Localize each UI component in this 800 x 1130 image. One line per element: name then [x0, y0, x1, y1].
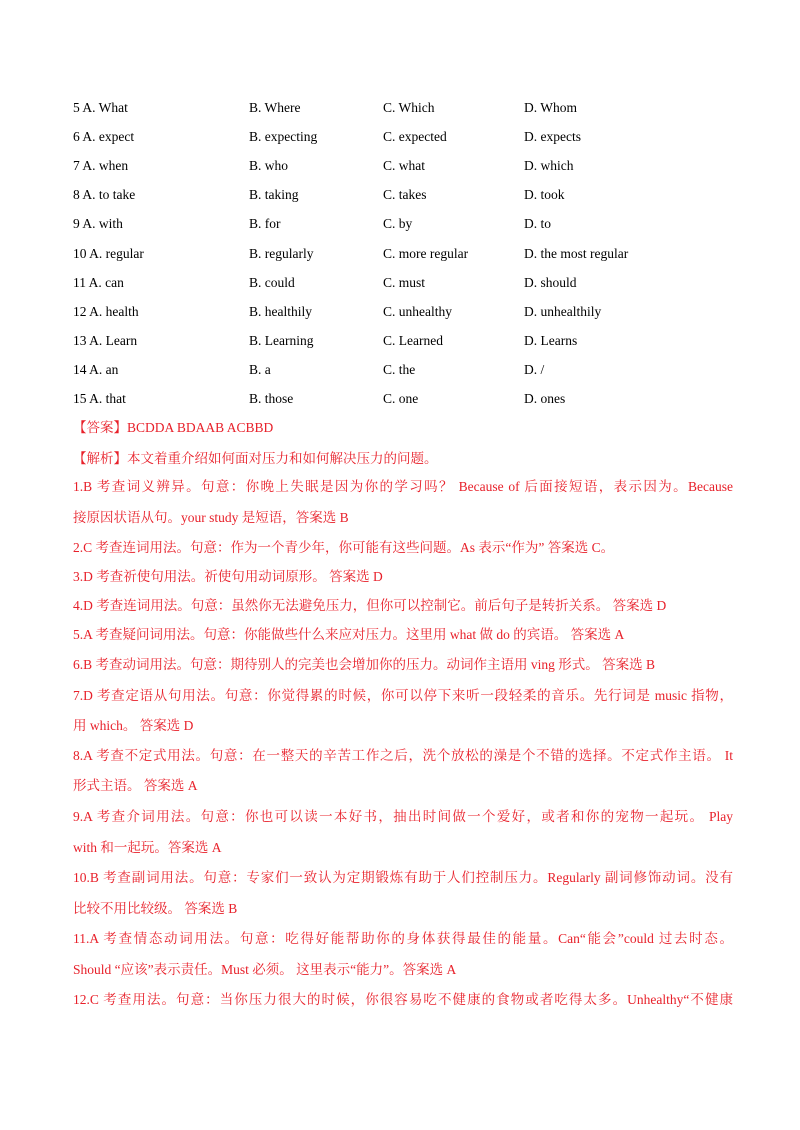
option-d: D. Learns [524, 332, 578, 348]
option-c: C. more regular [383, 245, 469, 261]
option-c: C. one [383, 391, 419, 406]
option-a: 10 A. regular [73, 245, 144, 261]
option-d: D. Whom [524, 100, 577, 115]
explanation-line: with 和一起玩。答案选 A [73, 840, 222, 855]
option-row [0, 185, 800, 205]
explanation-line: 9.A 考查介词用法。句意：你也可以读一本好书，抽出时间做一个爱好，或者和你的宠物一起玩。 Play [73, 809, 733, 824]
explanation-line: 10.B 考查副词用法。句意：专家们一致认为定期锻炼有助于人们控制压力。Regularly 副词修饰动词。没有 [73, 870, 733, 885]
explanation-line: 12.C 考查用法。句意：当你压力很大的时候，你很容易吃不健康的食物或者吃得太多。Unhealthy“不健康 [73, 992, 733, 1007]
option-c: C. takes [383, 187, 427, 203]
explanation-line: 4.D 考查连词用法。句意：虽然你无法避免压力，但你可以控制它。前后句子是转折关系。 答案选 D [73, 598, 667, 613]
explanation-line: Should “应该”表示责任。Must 必须。 这里表示“能力”。答案选 A [73, 962, 457, 977]
explanation-line: 5.A 考查疑问词用法。句意：你能做些什么来应对压力。这里用 what 做 do 的宾语。 答案选 A [73, 627, 625, 642]
option-b: B. taking [249, 187, 299, 203]
option-a: 11 A. can [73, 274, 124, 290]
option-d: D. / [524, 361, 545, 377]
option-row [0, 331, 800, 351]
analysis-intro: 【解析】本文着重介绍如何面对压力和如何解决压力的问题。 [73, 451, 438, 466]
option-d: D. should [524, 274, 577, 290]
option-b: B. Learning [249, 332, 314, 348]
option-b: B. who [249, 158, 289, 174]
option-row [0, 273, 800, 293]
explanation-line: 11.A 考查情态动词用法。句意：吃得好能帮助你的身体获得最佳的能量。Can“能会”could 过去时态。 [73, 931, 733, 946]
option-b: B. a [249, 361, 271, 377]
option-b: B. for [249, 216, 281, 232]
option-b: B. could [249, 274, 295, 290]
option-row [0, 302, 800, 322]
option-c: C. unhealthy [383, 303, 452, 319]
option-a: 5 A. What [73, 100, 128, 115]
explanation-line: 2.C 考查连词用法。句意：作为一个青少年，你可能有这些问题。As 表示“作为” 答案选 C。 [73, 540, 615, 555]
option-c: C. what [383, 158, 425, 174]
option-a: 8 A. to take [73, 187, 136, 203]
option-b: B. those [249, 391, 294, 406]
option-c: C. the [383, 361, 416, 377]
explanation-line: 3.D 考查祈使句用法。祈使句用动词原形。 答案选 D [73, 569, 383, 584]
explanation-line: 6.B 考查动词用法。句意：期待别人的完美也会增加你的压力。动词作主语用 ving 形式。 答案选 B [73, 657, 656, 672]
option-row [0, 214, 800, 234]
explanation-line: 用 which。 答案选 D [73, 718, 194, 733]
option-a: 7 A. when [73, 158, 129, 174]
option-a: 13 A. Learn [73, 332, 138, 348]
explanation-line: 接原因状语从句。your study 是短语，答案选 B [73, 510, 349, 525]
option-a: 9 A. with [73, 216, 123, 232]
option-row [0, 360, 800, 380]
option-row [0, 244, 800, 264]
explanation-line: 7.D 考查定语从句用法。句意：你觉得累的时候，你可以停下来听一段轻柔的音乐。先行词是 music 指物， [73, 688, 733, 703]
option-c: C. Which [383, 100, 435, 115]
option-d: D. took [524, 187, 565, 203]
option-b: B. expecting [249, 129, 318, 145]
option-c: C. Learned [383, 332, 443, 348]
option-a: 15 A. that [73, 391, 126, 406]
option-d: D. unhealthily [524, 303, 602, 319]
answer-line: 【答案】BCDDA BDAAB ACBBD [73, 420, 274, 435]
option-row [0, 389, 800, 409]
option-d: D. to [524, 216, 551, 232]
option-c: C. expected [383, 129, 447, 145]
option-a: 12 A. health [73, 303, 139, 319]
option-d: D. expects [524, 129, 581, 145]
option-d: D. ones [524, 391, 566, 406]
option-d: D. the most regular [524, 245, 629, 261]
option-row [0, 156, 800, 176]
option-row [0, 98, 800, 118]
option-row [0, 127, 800, 147]
option-b: B. regularly [249, 245, 314, 261]
option-a: 6 A. expect [73, 129, 135, 145]
explanation-line: 8.A 考查不定式用法。句意：在一整天的辛苦工作之后，洗个放松的澡是个不错的选择。不定式作主语。 It [73, 748, 733, 763]
option-d: D. which [524, 158, 574, 174]
option-b: B. healthily [249, 303, 312, 319]
option-c: C. must [383, 274, 426, 290]
option-b: B. Where [249, 100, 301, 115]
explanation-line: 形式主语。 答案选 A [73, 778, 198, 793]
option-a: 14 A. an [73, 361, 119, 377]
option-c: C. by [383, 216, 413, 232]
explanation-line: 比较不用比较级。 答案选 B [73, 901, 238, 916]
explanation-line: 1.B 考查词义辨异。句意：你晚上失眠是因为你的学习吗？ Because of 后面接短语，表示因为。Because [73, 479, 733, 494]
